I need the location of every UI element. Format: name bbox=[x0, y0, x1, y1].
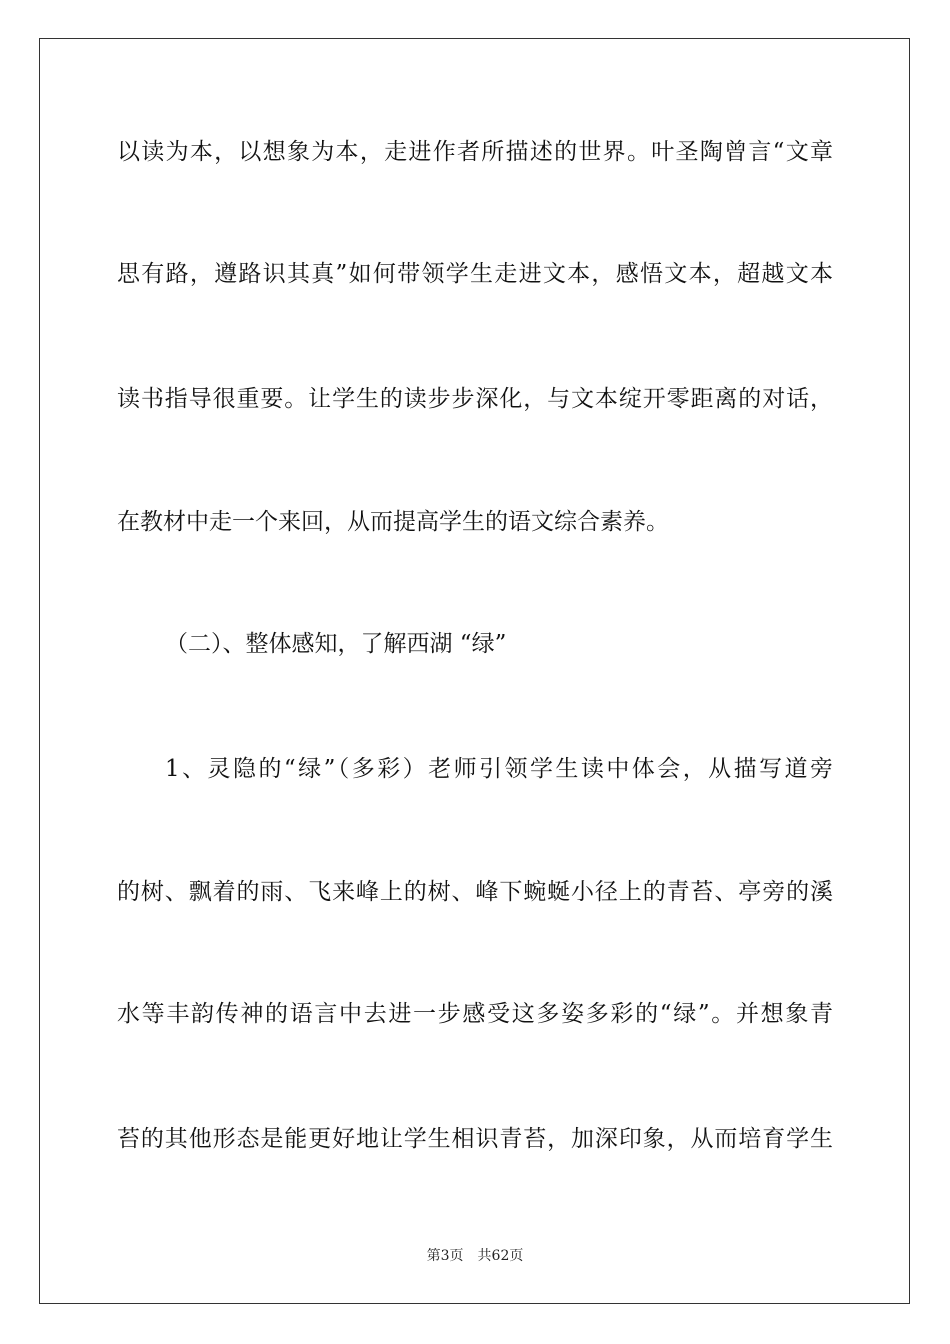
paragraph-line-1: 以读为本，以想象为本，走进作者所描述的世界。叶圣陶曾言“文章 bbox=[117, 139, 833, 165]
page-footer bbox=[0, 1246, 950, 1266]
section-heading: （二）、整体感知，了解西湖 “绿” bbox=[165, 631, 507, 657]
total-pages: 共62页 bbox=[477, 1248, 524, 1264]
page-number: 第3页 bbox=[426, 1248, 464, 1264]
paragraph-line-7: 水等丰韵传神的语言中去进一步感受这多姿多彩的“绿”。并想象青 bbox=[117, 1001, 833, 1027]
paragraph-line-5: 1、灵隐的“绿”（多彩）老师引领学生读中体会，从描写道旁 bbox=[165, 756, 833, 782]
paragraph-line-3: 读书指导很重要。让学生的读步步深化，与文本绽开零距离的对话， bbox=[117, 386, 833, 412]
paragraph-line-6: 的树、飘着的雨、飞来峰上的树、峰下蜿蜒小径上的青苔、亭旁的溪 bbox=[117, 879, 833, 905]
paragraph-line-8: 苔的其他形态是能更好地让学生相识青苔，加深印象，从而培育学生 bbox=[117, 1126, 833, 1152]
paragraph-line-4: 在教材中走一个来回，从而提高学生的语文综合素养。 bbox=[117, 509, 669, 535]
paragraph-line-2: 思有路，遵路识其真”如何带领学生走进文本，感悟文本，超越文本 bbox=[117, 261, 833, 287]
page-border bbox=[39, 38, 910, 1304]
